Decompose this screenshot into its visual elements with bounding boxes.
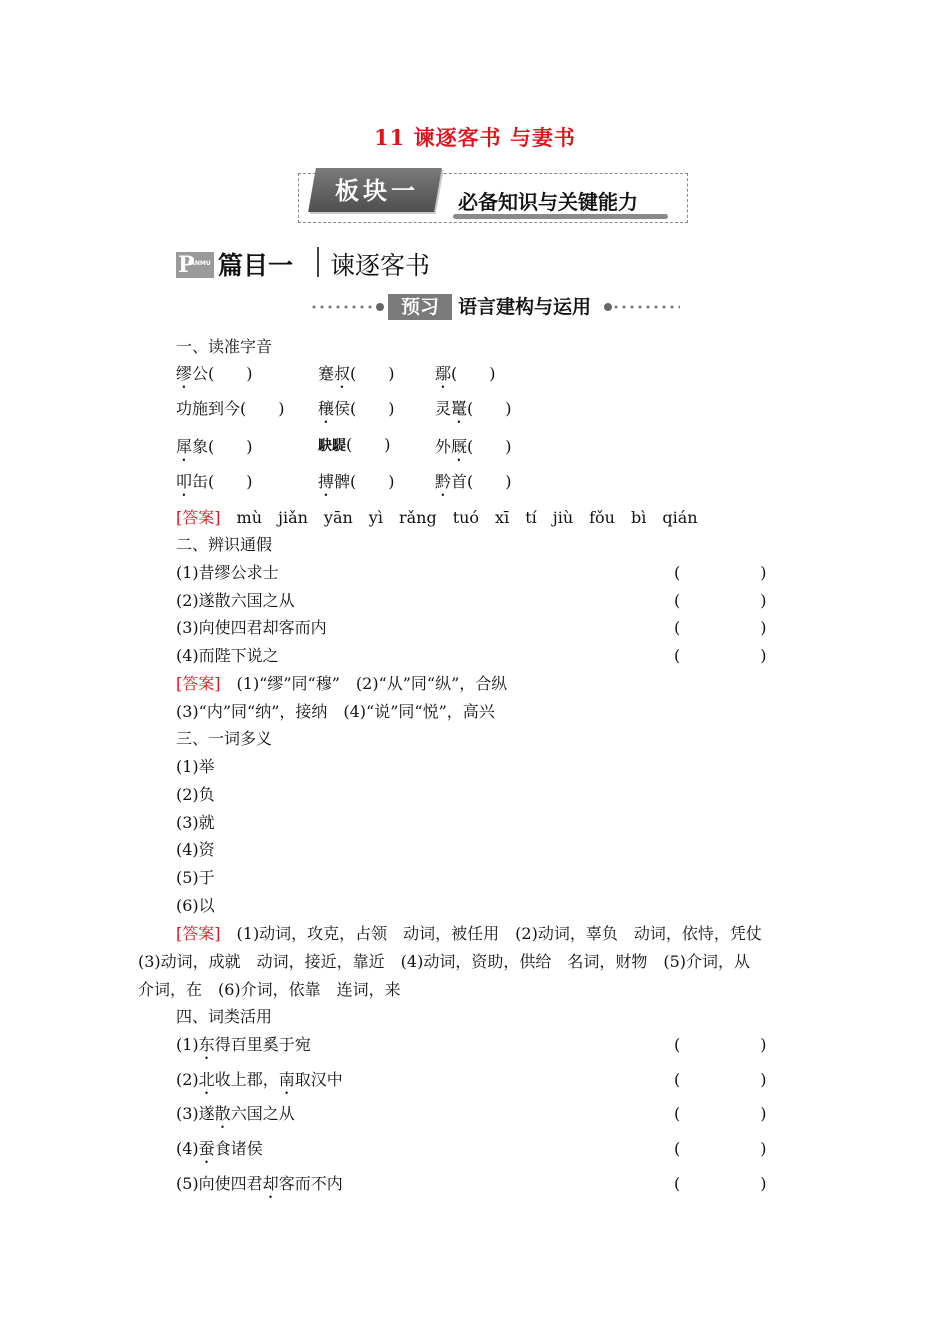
answer-blank: ( ) xyxy=(674,1070,767,1089)
section-banner xyxy=(298,168,690,224)
sec3-answer-line2: (3)动词，成就 动词，接近，靠近 (4)动词，资助，供给 名词，财物 (5)介词，从 xyxy=(138,952,750,971)
sec3-answer-line3: 介词，在 (6)介词，依靠 连词，来 xyxy=(138,980,401,999)
list-item: (1)东得百里奚于宛 xyxy=(176,1035,311,1054)
answer-blank: ( ) xyxy=(674,1174,767,1193)
pron-item: 灵鼍( ) xyxy=(435,399,512,418)
piece-separator xyxy=(317,247,319,277)
list-item: (3)就 xyxy=(176,813,215,832)
list-item: (5)于 xyxy=(176,868,215,887)
document-title: 11 谏逐客书 与妻书 xyxy=(374,125,576,150)
pron-item: 外厩( ) xyxy=(435,437,512,456)
answer-label: [答案] xyxy=(176,674,221,693)
answer-label: [答案] xyxy=(176,924,221,943)
dots-right xyxy=(604,304,680,310)
pron-item: 蹇叔( ) xyxy=(318,364,395,383)
sec3-heading: 三、一词多义 xyxy=(176,729,273,748)
dots-left xyxy=(310,304,384,310)
list-item: (1)举 xyxy=(176,757,215,776)
list-item: (2)遂散六国之从 xyxy=(176,591,295,610)
pron-item: 犀象( ) xyxy=(176,437,253,456)
preview-caption: 语言建构与运用 xyxy=(458,296,592,318)
pron-item: 功施到今( ) xyxy=(176,399,285,418)
piece-logo xyxy=(176,252,214,278)
list-item: (5)向使四君却客而不内 xyxy=(176,1174,343,1193)
piece-logo-small: IANMU xyxy=(188,260,211,267)
answer-blank: ( ) xyxy=(674,591,767,610)
banner-underbar xyxy=(453,214,668,219)
list-item: (1)昔缪公求士 xyxy=(176,563,279,582)
pron-item: 叩缶( ) xyxy=(176,472,253,491)
banner-caption: 必备知识与关键能力 xyxy=(458,190,638,214)
list-item: (4)资 xyxy=(176,840,215,859)
pron-item: 黔首( ) xyxy=(435,472,512,491)
pron-item: 搏髀( ) xyxy=(318,472,395,491)
pron-item: 鄢( ) xyxy=(435,364,496,383)
answer-label: [答案] xyxy=(176,508,221,527)
sec2-answer: [答案] (1)“缪”同“穆” (2)“从”同“纵”，合纵 xyxy=(176,674,508,693)
list-item: (2)北收上郡，南取汉中 xyxy=(176,1070,343,1089)
piece-name: 谏逐客书 xyxy=(330,251,431,280)
sec3-answer: [答案] (1)动词，攻克，占领 动词，被任用 (2)动词，辜负 动词，依恃，凭仗 xyxy=(176,924,762,943)
answer-blank: ( ) xyxy=(674,1104,767,1123)
sec1-answer: [答案] mù jiǎn yān yì rǎng tuó xī tí jiù fǒu bì qián xyxy=(176,508,698,527)
pron-item: 缪公( ) xyxy=(176,364,253,383)
pron-item: 駃騠( ) xyxy=(318,435,391,454)
sec1-heading: 一、读准字音 xyxy=(176,337,273,356)
piece-label: 篇目一 xyxy=(218,251,294,280)
piece-logo-letter: P xyxy=(178,252,195,278)
answer-blank: ( ) xyxy=(674,646,767,665)
sec2-answer-line2: (3)“内”同“纳”，接纳 (4)“说”同“悦”，高兴 xyxy=(176,702,495,721)
list-item: (4)蚕食诸侯 xyxy=(176,1139,263,1158)
sec4-heading: 四、词类活用 xyxy=(176,1007,273,1026)
sec2-heading: 二、辨识通假 xyxy=(176,535,273,554)
list-item: (3)向使四君却客而内 xyxy=(176,618,327,637)
answer-blank: ( ) xyxy=(674,618,767,637)
answer-blank: ( ) xyxy=(674,1035,767,1054)
list-item: (4)而陛下说之 xyxy=(176,646,279,665)
answer-blank: ( ) xyxy=(674,563,767,582)
list-item: (6)以 xyxy=(176,896,215,915)
banner-block-label: 板块一 xyxy=(335,177,419,205)
list-item: (3)遂散六国之从 xyxy=(176,1104,295,1123)
answer-blank: ( ) xyxy=(674,1139,767,1158)
list-item: (2)负 xyxy=(176,785,215,804)
pron-item: 穰侯( ) xyxy=(318,399,395,418)
preview-tag: 预习 xyxy=(388,294,452,320)
